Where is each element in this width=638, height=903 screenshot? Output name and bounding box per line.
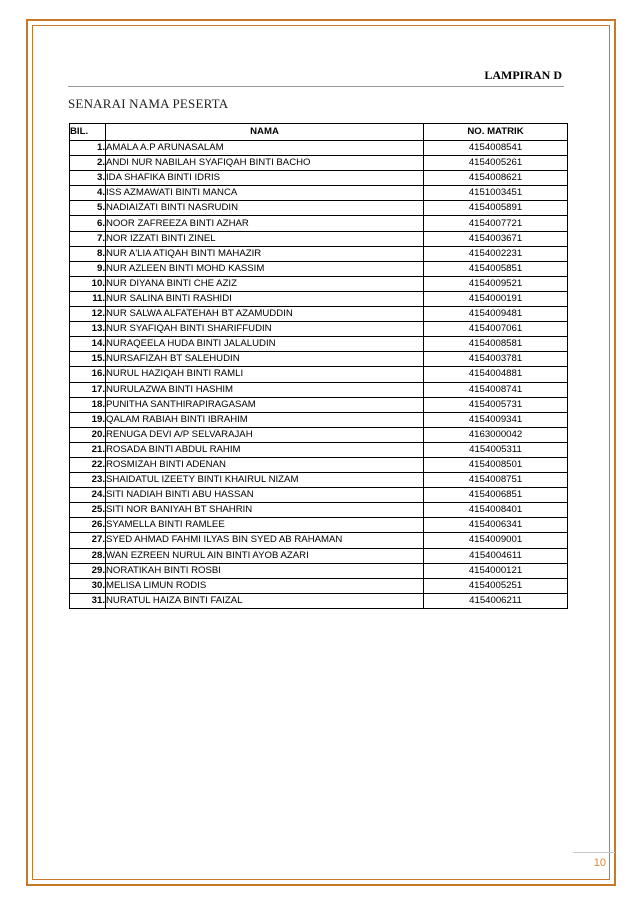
- matric-number: 4154007721: [424, 216, 568, 231]
- matric-number: 4154006851: [424, 488, 568, 503]
- participant-name: IDA SHAFIKA BINTI IDRIS: [106, 171, 424, 186]
- participant-name: NURULAZWA BINTI HASHIM: [106, 382, 424, 397]
- table-row: [70, 473, 568, 488]
- matric-number: 4154005261: [424, 156, 568, 171]
- row-number: 18.: [70, 397, 106, 412]
- table-row: [70, 593, 568, 608]
- table-row: [70, 231, 568, 246]
- matric-number: 4154008581: [424, 337, 568, 352]
- table-row: [70, 141, 568, 156]
- matric-number: 4154003781: [424, 352, 568, 367]
- matric-number: 4154009341: [424, 412, 568, 427]
- header-divider: [68, 86, 564, 87]
- row-number: 14.: [70, 337, 106, 352]
- participant-name: PUNITHA SANTHIRAPIRAGASAM: [106, 397, 424, 412]
- matric-number: 4154002231: [424, 246, 568, 261]
- table-row: [70, 261, 568, 276]
- matric-number: 4154006341: [424, 518, 568, 533]
- page-title: SENARAI NAMA PESERTA: [68, 96, 229, 111]
- table-row: [70, 246, 568, 261]
- table-row: [70, 171, 568, 186]
- row-number: 13.: [70, 322, 106, 337]
- row-number: 1.: [70, 141, 106, 156]
- table-row: [70, 578, 568, 593]
- row-number: 3.: [70, 171, 106, 186]
- table-row: [70, 382, 568, 397]
- row-number: 6.: [70, 216, 106, 231]
- matric-number: 4154007061: [424, 322, 568, 337]
- matric-number: 4154003671: [424, 231, 568, 246]
- row-number: 16.: [70, 367, 106, 382]
- row-number: 12.: [70, 307, 106, 322]
- row-number: 15.: [70, 352, 106, 367]
- matric-number: 4154008401: [424, 503, 568, 518]
- table-row: [70, 201, 568, 216]
- matric-number: 4154005251: [424, 578, 568, 593]
- table-row: [70, 322, 568, 337]
- column-header-nama: NAMA: [106, 124, 424, 141]
- participant-name: NADIAIZATI BINTI NASRUDIN: [106, 201, 424, 216]
- table-row: [70, 518, 568, 533]
- table-row: [70, 276, 568, 291]
- matric-number: 4154005891: [424, 201, 568, 216]
- table-row: [70, 412, 568, 427]
- row-number: 24.: [70, 488, 106, 503]
- row-number: 22.: [70, 457, 106, 472]
- matric-number: 4154004611: [424, 548, 568, 563]
- table-row: [70, 367, 568, 382]
- row-number: 26.: [70, 518, 106, 533]
- row-number: 8.: [70, 246, 106, 261]
- table-row: [70, 397, 568, 412]
- table-row: [70, 156, 568, 171]
- participant-name: WAN EZREEN NURUL AIN BINTI AYOB AZARI: [106, 548, 424, 563]
- page-number: 10: [593, 857, 606, 869]
- table-row: [70, 186, 568, 201]
- table-row: [70, 442, 568, 457]
- column-header-bil: BIL.: [70, 124, 106, 141]
- participant-name: NUR SYAFIQAH BINTI SHARIFFUDIN: [106, 322, 424, 337]
- participant-name: AMALA A.P ARUNASALAM: [106, 141, 424, 156]
- table-row: [70, 488, 568, 503]
- matric-number: 4154009001: [424, 533, 568, 548]
- table-row: [70, 457, 568, 472]
- participant-name: NOR IZZATI BINTI ZINEL: [106, 231, 424, 246]
- footer-divider: [573, 852, 615, 853]
- matric-number: 4154005851: [424, 261, 568, 276]
- participant-name: ISS AZMAWATI BINTI MANCA: [106, 186, 424, 201]
- participant-name: NURATUL HAIZA BINTI FAIZAL: [106, 593, 424, 608]
- row-number: 11.: [70, 291, 106, 306]
- row-number: 29.: [70, 563, 106, 578]
- matric-number: 4154009521: [424, 276, 568, 291]
- matric-number: 4154004881: [424, 367, 568, 382]
- matric-number: 4154008501: [424, 457, 568, 472]
- matric-number: 4154008621: [424, 171, 568, 186]
- row-number: 2.: [70, 156, 106, 171]
- row-number: 19.: [70, 412, 106, 427]
- table-row: [70, 427, 568, 442]
- row-number: 23.: [70, 473, 106, 488]
- matric-number: 4154000191: [424, 291, 568, 306]
- participant-name: NURSAFIZAH BT SALEHUDIN: [106, 352, 424, 367]
- participant-name: RENUGA DEVI A/P SELVARAJAH: [106, 427, 424, 442]
- participant-name: ANDI NUR NABILAH SYAFIQAH BINTI BACHO: [106, 156, 424, 171]
- row-number: 21.: [70, 442, 106, 457]
- matric-number: 4154000121: [424, 563, 568, 578]
- table-row: [70, 352, 568, 367]
- row-number: 17.: [70, 382, 106, 397]
- participant-name: SYAMELLA BINTI RAMLEE: [106, 518, 424, 533]
- table-row: [70, 291, 568, 306]
- table-row: [70, 548, 568, 563]
- row-number: 5.: [70, 201, 106, 216]
- participant-name: NURUL HAZIQAH BINTI RAMLI: [106, 367, 424, 382]
- participant-name: NURAQEELA HUDA BINTI JALALUDIN: [106, 337, 424, 352]
- row-number: 25.: [70, 503, 106, 518]
- row-number: 4.: [70, 186, 106, 201]
- table-row: [70, 503, 568, 518]
- table-row: [70, 533, 568, 548]
- participant-name: NUR A'LIA ATIQAH BINTI MAHAZIR: [106, 246, 424, 261]
- participant-name: NUR SALINA BINTI RASHIDI: [106, 291, 424, 306]
- column-header-matrik: NO. MATRIK: [424, 124, 568, 141]
- row-number: 10.: [70, 276, 106, 291]
- row-number: 9.: [70, 261, 106, 276]
- row-number: 30.: [70, 578, 106, 593]
- matric-number: 4154008741: [424, 382, 568, 397]
- table-header-row: [70, 124, 568, 141]
- row-number: 27.: [70, 533, 106, 548]
- participant-name: MELISA LIMUN RODIS: [106, 578, 424, 593]
- matric-number: 4154009481: [424, 307, 568, 322]
- participant-name: SHAIDATUL IZEETY BINTI KHAIRUL NIZAM: [106, 473, 424, 488]
- participant-name: NORATIKAH BINTI ROSBI: [106, 563, 424, 578]
- participant-name: ROSADA BINTI ABDUL RAHIM: [106, 442, 424, 457]
- participant-name: NUR DIYANA BINTI CHE AZIZ: [106, 276, 424, 291]
- row-number: 7.: [70, 231, 106, 246]
- matric-number: 4154005731: [424, 397, 568, 412]
- participant-name: SYED AHMAD FAHMI ILYAS BIN SYED AB RAHAMAN: [106, 533, 424, 548]
- participant-name: NUR AZLEEN BINTI MOHD KASSIM: [106, 261, 424, 276]
- row-number: 28.: [70, 548, 106, 563]
- participant-name: SITI NOR BANIYAH BT SHAHRIN: [106, 503, 424, 518]
- matric-number: 4163000042: [424, 427, 568, 442]
- participant-name: NOOR ZAFREEZA BINTI AZHAR: [106, 216, 424, 231]
- matric-number: 4154008751: [424, 473, 568, 488]
- row-number: 31.: [70, 593, 106, 608]
- participant-table: [69, 123, 568, 609]
- row-number: 20.: [70, 427, 106, 442]
- appendix-label: LAMPIRAN D: [484, 68, 562, 82]
- participant-name: ROSMIZAH BINTI ADENAN: [106, 457, 424, 472]
- matric-number: 4154005311: [424, 442, 568, 457]
- participant-name: SITI NADIAH BINTI ABU HASSAN: [106, 488, 424, 503]
- matric-number: 4151003451: [424, 186, 568, 201]
- participant-name: NUR SALWA ALFATEHAH BT AZAMUDDIN: [106, 307, 424, 322]
- table-row: [70, 563, 568, 578]
- participant-name: QALAM RABIAH BINTI IBRAHIM: [106, 412, 424, 427]
- table-row: [70, 216, 568, 231]
- table-row: [70, 307, 568, 322]
- matric-number: 4154006211: [424, 593, 568, 608]
- table-row: [70, 337, 568, 352]
- matric-number: 4154008541: [424, 141, 568, 156]
